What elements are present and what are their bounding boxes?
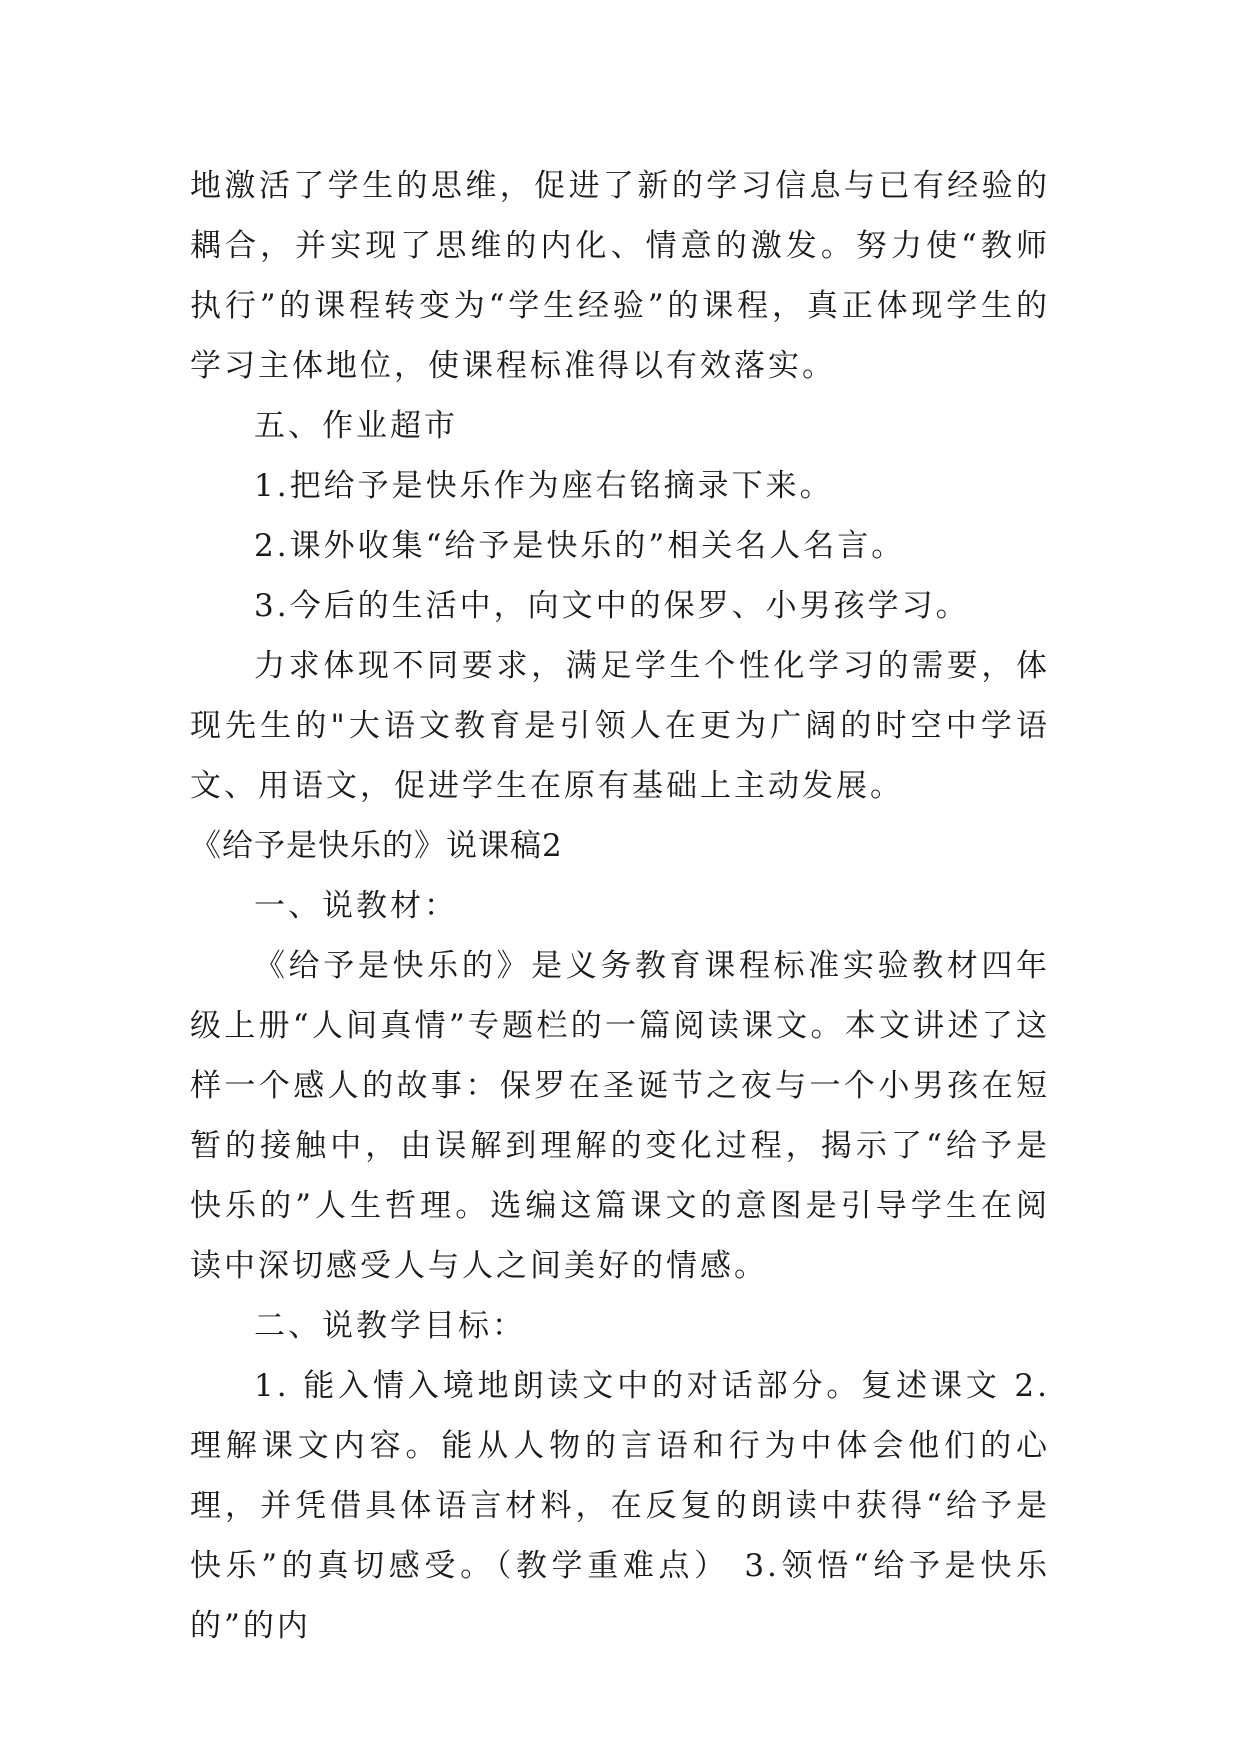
paragraph-goals: 1. 能入情入境地朗读文中的对话部分。复述课文 2.理解课文内容。能从人物的言语和行为中体会他们的心理，并凭借具体语言材料，在反复的朗读中获得“给予是快乐”的真切感受。（教学重难点） 3.领悟“给予是快乐的”的内 <box>190 1368 1050 1644</box>
paragraph-continuation: 地激活了学生的思维，促进了新的学习信息与已有经验的耦合，并实现了思维的内化、情意的激发。努力使“教师执行”的课程转变为“学生经验”的课程，真正体现学生的学习主体地位，使课程标准得以有效落实。 <box>190 168 1050 384</box>
list-item-3: 3.今后的生活中，向文中的保罗、小男孩学习。 <box>254 588 970 624</box>
paragraph-textbook: 《给予是快乐的》是义务教育课程标准实验教材四年级上册“人间真情”专题栏的一篇阅读课文。本文讲述了这样一个感人的故事：保罗在圣诞节之夜与一个小男孩在短暂的接触中，由误解到理解的变化过程，揭示了“给予是快乐的”人生哲理。选编这篇课文的意图是引导学生在阅读中深切感受人与人之间美好的情感。 <box>190 948 1050 1284</box>
document-title: 《给予是快乐的》说课稿2 <box>190 828 563 864</box>
document-body <box>190 156 1050 1656</box>
section-heading-homework: 五、作业超市 <box>254 408 458 444</box>
list-item-1: 1.把给予是快乐作为座右铭摘录下来。 <box>254 468 834 504</box>
section-heading-textbook: 一、说教材： <box>254 888 458 924</box>
list-item-2: 2.课外收集“给予是快乐的”相关名人名言。 <box>254 528 906 564</box>
section-heading-goals: 二、说教学目标： <box>254 1308 526 1344</box>
paragraph-summary: 力求体现不同要求，满足学生个性化学习的需要，体现先生的"大语文教育是引领人在更为广阔的时空中学语文、用语文，促进学生在原有基础上主动发展。 <box>190 648 1050 804</box>
